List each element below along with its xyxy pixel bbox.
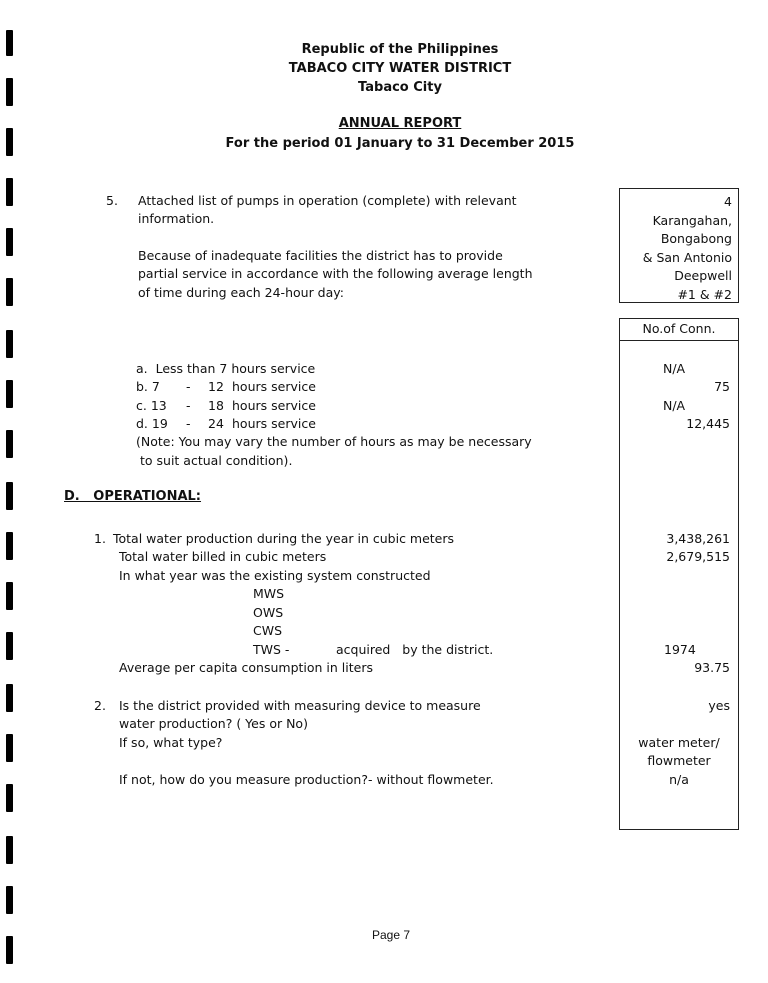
row-hours-label: hours service — [232, 379, 316, 394]
binder-hole — [6, 430, 13, 458]
q1-line4: Average per capita consumption in liters — [119, 660, 373, 675]
service-note-line1: (Note: You may vary the number of hours as may be necessary — [136, 434, 532, 449]
binder-hole — [6, 632, 13, 660]
service-row-a-label — [136, 361, 315, 376]
q2-value2a: water meter/ — [638, 735, 720, 750]
binder-hole — [6, 582, 13, 610]
row-to: 18 — [208, 398, 224, 413]
binder-hole — [6, 886, 13, 914]
q2-value2b: flowmeter — [647, 753, 711, 768]
row-letter: b. 7 — [136, 379, 160, 394]
service-row-d-label — [136, 416, 316, 431]
row-to: 12 — [208, 379, 224, 394]
pump-count: 4 — [724, 194, 732, 209]
service-row-d-value: 12,445 — [686, 416, 730, 431]
q1-line3: In what year was the existing system constructed — [119, 568, 431, 583]
service-row-c-label — [136, 398, 316, 413]
item5-text-line2: information. — [138, 211, 215, 226]
q1-value1: 3,438,261 — [666, 531, 730, 546]
q2-value1: yes — [708, 698, 730, 713]
binder-hole — [6, 482, 13, 510]
system-tws-note: acquired by the district. — [336, 642, 494, 657]
q1-line2: Total water billed in cubic meters — [119, 549, 327, 564]
pump-location-line: Bongabong — [660, 231, 732, 246]
service-note-line2: to suit actual condition). — [140, 453, 293, 468]
q2-value3: n/a — [669, 772, 689, 787]
system-ows: OWS — [253, 605, 284, 620]
pump-location-line: #1 & #2 — [677, 286, 732, 302]
row-dash: - — [186, 416, 191, 431]
row-to: 24 — [208, 416, 224, 431]
pump-location-line: Deepwell — [674, 268, 732, 283]
row-hours-label: hours service — [232, 398, 316, 413]
binder-hole — [6, 330, 13, 358]
binder-hole — [6, 936, 13, 964]
item5-para-line2: partial service in accordance with the following average length — [138, 266, 533, 281]
pump-location-line: Karangahan, — [652, 212, 732, 228]
binder-hole — [6, 734, 13, 762]
item5-text-line1: Attached list of pumps in operation (complete) with relevant — [138, 193, 517, 208]
q2-line1: Is the district provided with measuring device to measure — [119, 698, 481, 713]
report-title: ANNUAL REPORT — [338, 116, 462, 131]
header-line1: Republic of the Philippines — [301, 42, 499, 57]
row-letter: d. 19 — [136, 416, 168, 431]
system-tws-year: 1974 — [664, 642, 696, 657]
row-letter: a. — [136, 361, 148, 376]
q1-line1: Total water production during the year in cubic meters — [113, 531, 455, 546]
page-number: Page 7 — [372, 928, 411, 942]
q1-value2: 2,679,515 — [666, 549, 730, 564]
pump-location-line: & San Antonio — [642, 249, 732, 265]
conn-header-box — [619, 318, 739, 341]
system-mws: MWS — [253, 586, 285, 601]
q2-line4: If not, how do you measure production?- without flowmeter. — [119, 772, 494, 787]
report-period: For the period 01 January to 31 December 2015 — [225, 136, 575, 151]
q2-line2: water production? ( Yes or No) — [119, 716, 308, 731]
binder-hole — [6, 784, 13, 812]
q1-value4: 93.75 — [694, 660, 730, 675]
binder-hole — [6, 684, 13, 712]
binder-hole — [6, 178, 13, 206]
row-letter: c. 13 — [136, 398, 167, 413]
binder-hole — [6, 836, 13, 864]
header-district: TABACO CITY WATER DISTRICT — [288, 61, 512, 76]
binder-hole — [6, 380, 13, 408]
service-row-a-value: N/A — [663, 361, 686, 376]
header-city: Tabaco City — [358, 80, 442, 95]
binder-hole — [6, 532, 13, 560]
service-row-b-label — [136, 379, 316, 394]
system-tws: TWS - — [253, 642, 290, 657]
service-row-c-value: N/A — [663, 398, 686, 413]
binder-hole — [6, 228, 13, 256]
system-cws: CWS — [253, 623, 283, 638]
section-d-heading: D. OPERATIONAL: — [64, 489, 202, 504]
binder-hole — [6, 278, 13, 306]
conn-column-header: No.of Conn. — [642, 321, 716, 336]
q2-line3: If so, what type? — [119, 735, 223, 750]
q1-number: 1. — [94, 531, 106, 546]
pump-info-box — [619, 188, 739, 303]
service-row-b-value: 75 — [714, 379, 730, 394]
item5-para-line1: Because of inadequate facilities the district has to provide — [138, 248, 503, 263]
q2-number: 2. — [94, 698, 106, 713]
row-range: Less than 7 hours service — [155, 361, 316, 376]
item5-para-line3: of time during each 24-hour day: — [138, 285, 344, 300]
row-dash: - — [186, 379, 191, 394]
item5-number: 5. — [106, 193, 118, 208]
row-dash: - — [186, 398, 191, 413]
row-hours-label: hours service — [232, 416, 316, 431]
